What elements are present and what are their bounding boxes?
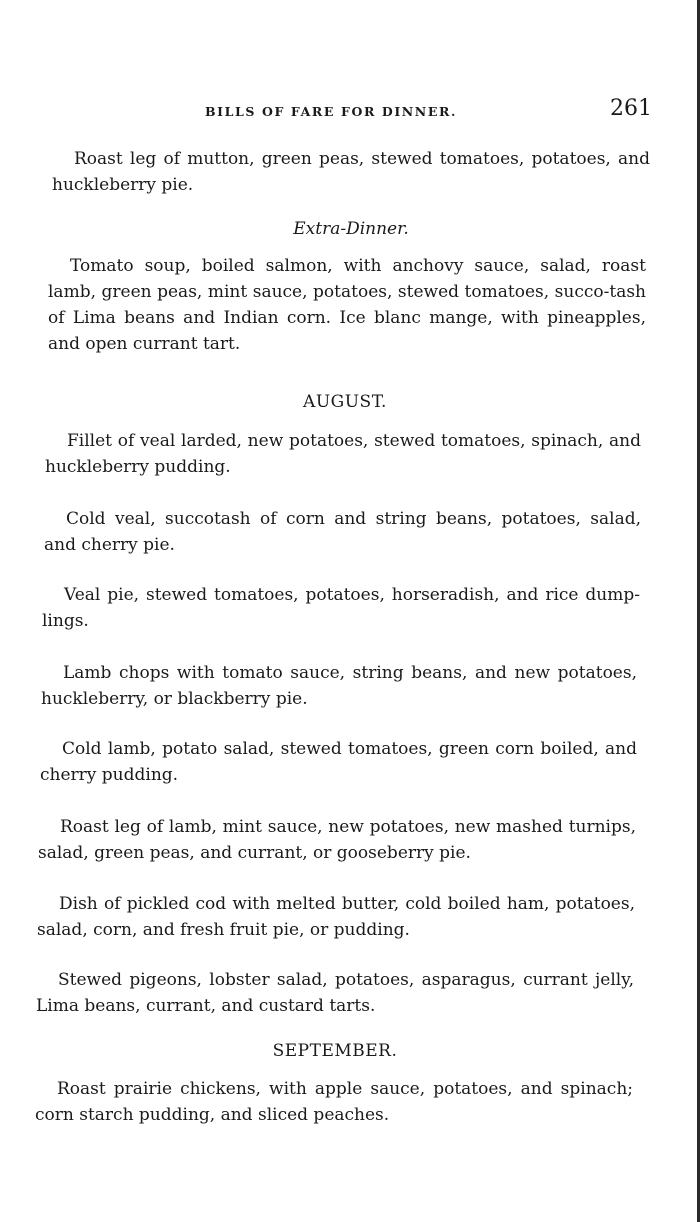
extra-dinner-heading: Extra-Dinner. — [293, 219, 409, 239]
menu-paragraph: Dish of pickled cod with melted butter, cold boiled ham, potatoes, salad, corn, and fresh fruit pie, or pudding. — [37, 894, 635, 940]
menu-paragraph: Veal pie, stewed tomatoes, potatoes, horseradish, and rice dump-lings. — [42, 585, 640, 631]
menu-paragraph: Tomato soup, boiled salmon, with anchovy sauce, salad, roast lamb, green peas, mint sauce, potatoes, stewed tomatoes, succo-tash of Lima beans and Indian corn. Ice blanc mange, with pineapples, and open currant tart. — [48, 256, 646, 354]
page-number: 261 — [610, 96, 652, 121]
menu-paragraph: Roast leg of lamb, mint sauce, new potatoes, new mashed turnips, salad, green peas, and currant, or gooseberry pie. — [38, 817, 636, 863]
august-heading: AUGUST. — [303, 392, 387, 412]
menu-paragraph: Cold veal, succotash of corn and string beans, potatoes, salad, and cherry pie. — [44, 509, 641, 555]
running-head — [0, 96, 652, 126]
menu-paragraph: Roast leg of mutton, green peas, stewed tomatoes, potatoes, and huckleberry pie. — [52, 149, 650, 195]
running-title: BILLS OF FARE FOR DINNER. — [205, 104, 457, 119]
menu-paragraph: Roast prairie chickens, with apple sauce, potatoes, and spinach; corn starch pudding, and sliced peaches. — [35, 1079, 633, 1125]
menu-paragraph: Lamb chops with tomato sauce, string beans, and new potatoes, huckleberry, or blackberry pie. — [41, 663, 637, 709]
september-heading: SEPTEMBER. — [272, 1041, 398, 1061]
menu-paragraph: Fillet of veal larded, new potatoes, stewed tomatoes, spinach, and huckleberry pudding. — [45, 431, 641, 477]
menu-paragraph: Cold lamb, potato salad, stewed tomatoes, green corn boiled, and cherry pudding. — [40, 739, 637, 785]
menu-paragraph: Stewed pigeons, lobster salad, potatoes, asparagus, currant jelly, Lima beans, currant, and custard tarts. — [36, 970, 634, 1016]
